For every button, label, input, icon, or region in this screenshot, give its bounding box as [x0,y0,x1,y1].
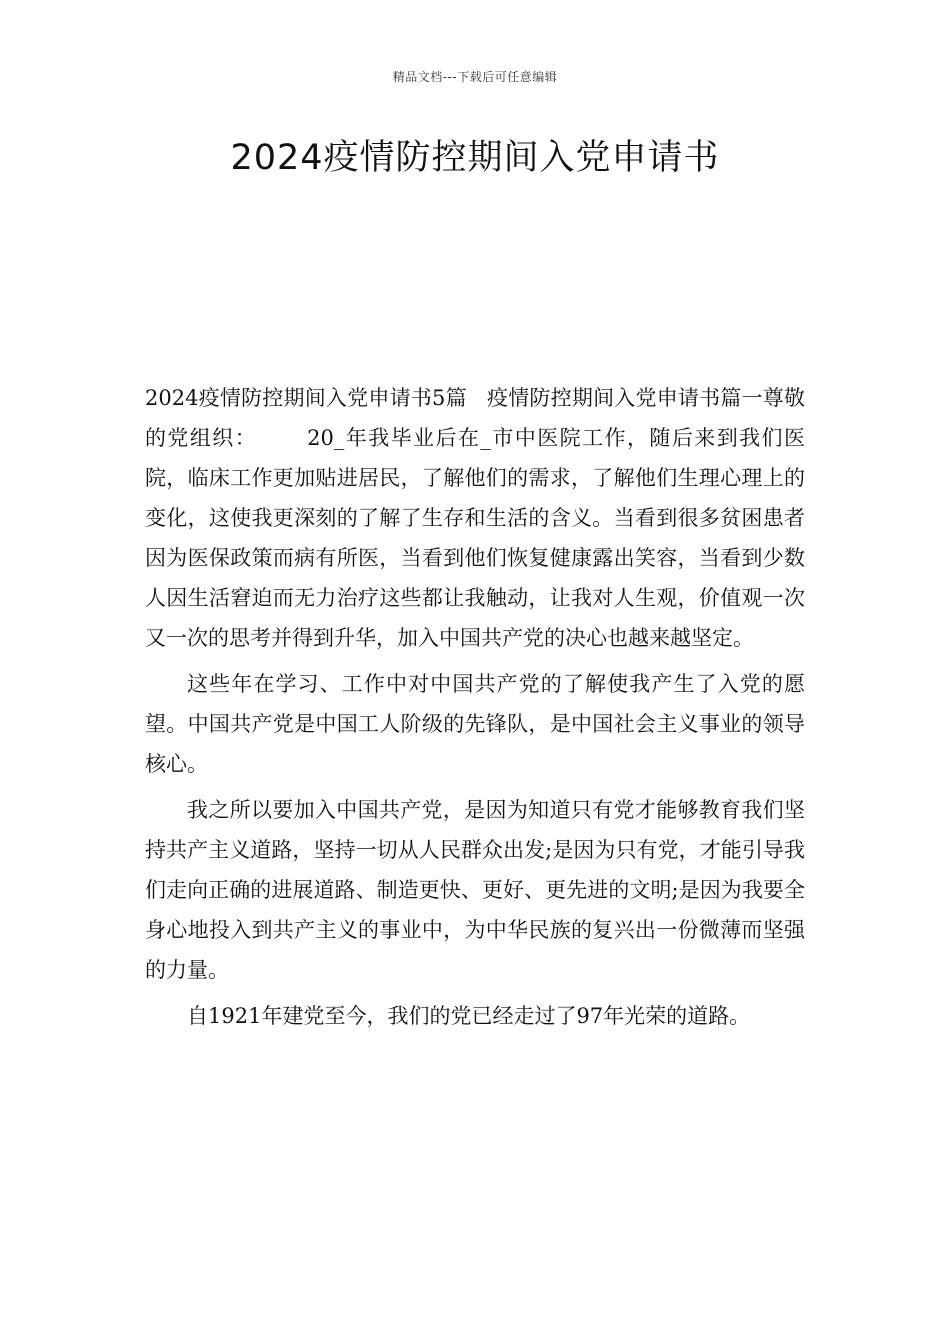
body-paragraph: 自1921年建党至今，我们的党已经走过了97年光荣的道路。 [187,1004,751,1028]
salutation: 尊敬的党组织： [145,386,806,450]
article-title: 疫情防控期间入党申请书篇一 [486,386,763,410]
body-paragraph: 这些年在学习、工作中对中国共产党的了解使我产生了入党的愿望。中国共产党是中国工人阶级的先锋队，是中国社会主义事业的领导核心。 [145,672,805,776]
body-paragraph: 我之所以要加入中国共产党，是因为知道只有党才能够教育我们坚持共产主义道路，坚持一切从人民群众出发;是因为只有党，才能引导我们走向正确的进展道路、制造更快、更好、更先进的文明;是因为我要全身心地投入到共产主义的事业中，为中华民族的复兴出一份微薄而坚强的力量。 [145,798,805,982]
header-note: 精品文档---下载后可任意编辑 [392,70,558,84]
intro-paragraph [145,378,805,658]
collection-title: 2024疫情防控期间入党申请书5篇 [145,386,467,410]
document-title: 2024疫情防控期间入党申请书 [230,138,720,178]
first-paragraph-text: 20_年我毕业后在_市中医院工作，随后来到我们医院，临床工作更加贴进居民，了解他们的需求，了解他们生理心理上的变化，这使我更深刻的了解了生存和生活的含义。当看到很多贫困患者因为医保政策而病有所医，当看到他们恢复健康露出笑容，当看到少数人因生活窘迫而无力治疗这些都让我触动，让我对人生观，价值观一次又一次的思考并得到升华，加入中国共产党的决心也越来越坚定。 [145,426,805,650]
document-body [145,378,805,1042]
